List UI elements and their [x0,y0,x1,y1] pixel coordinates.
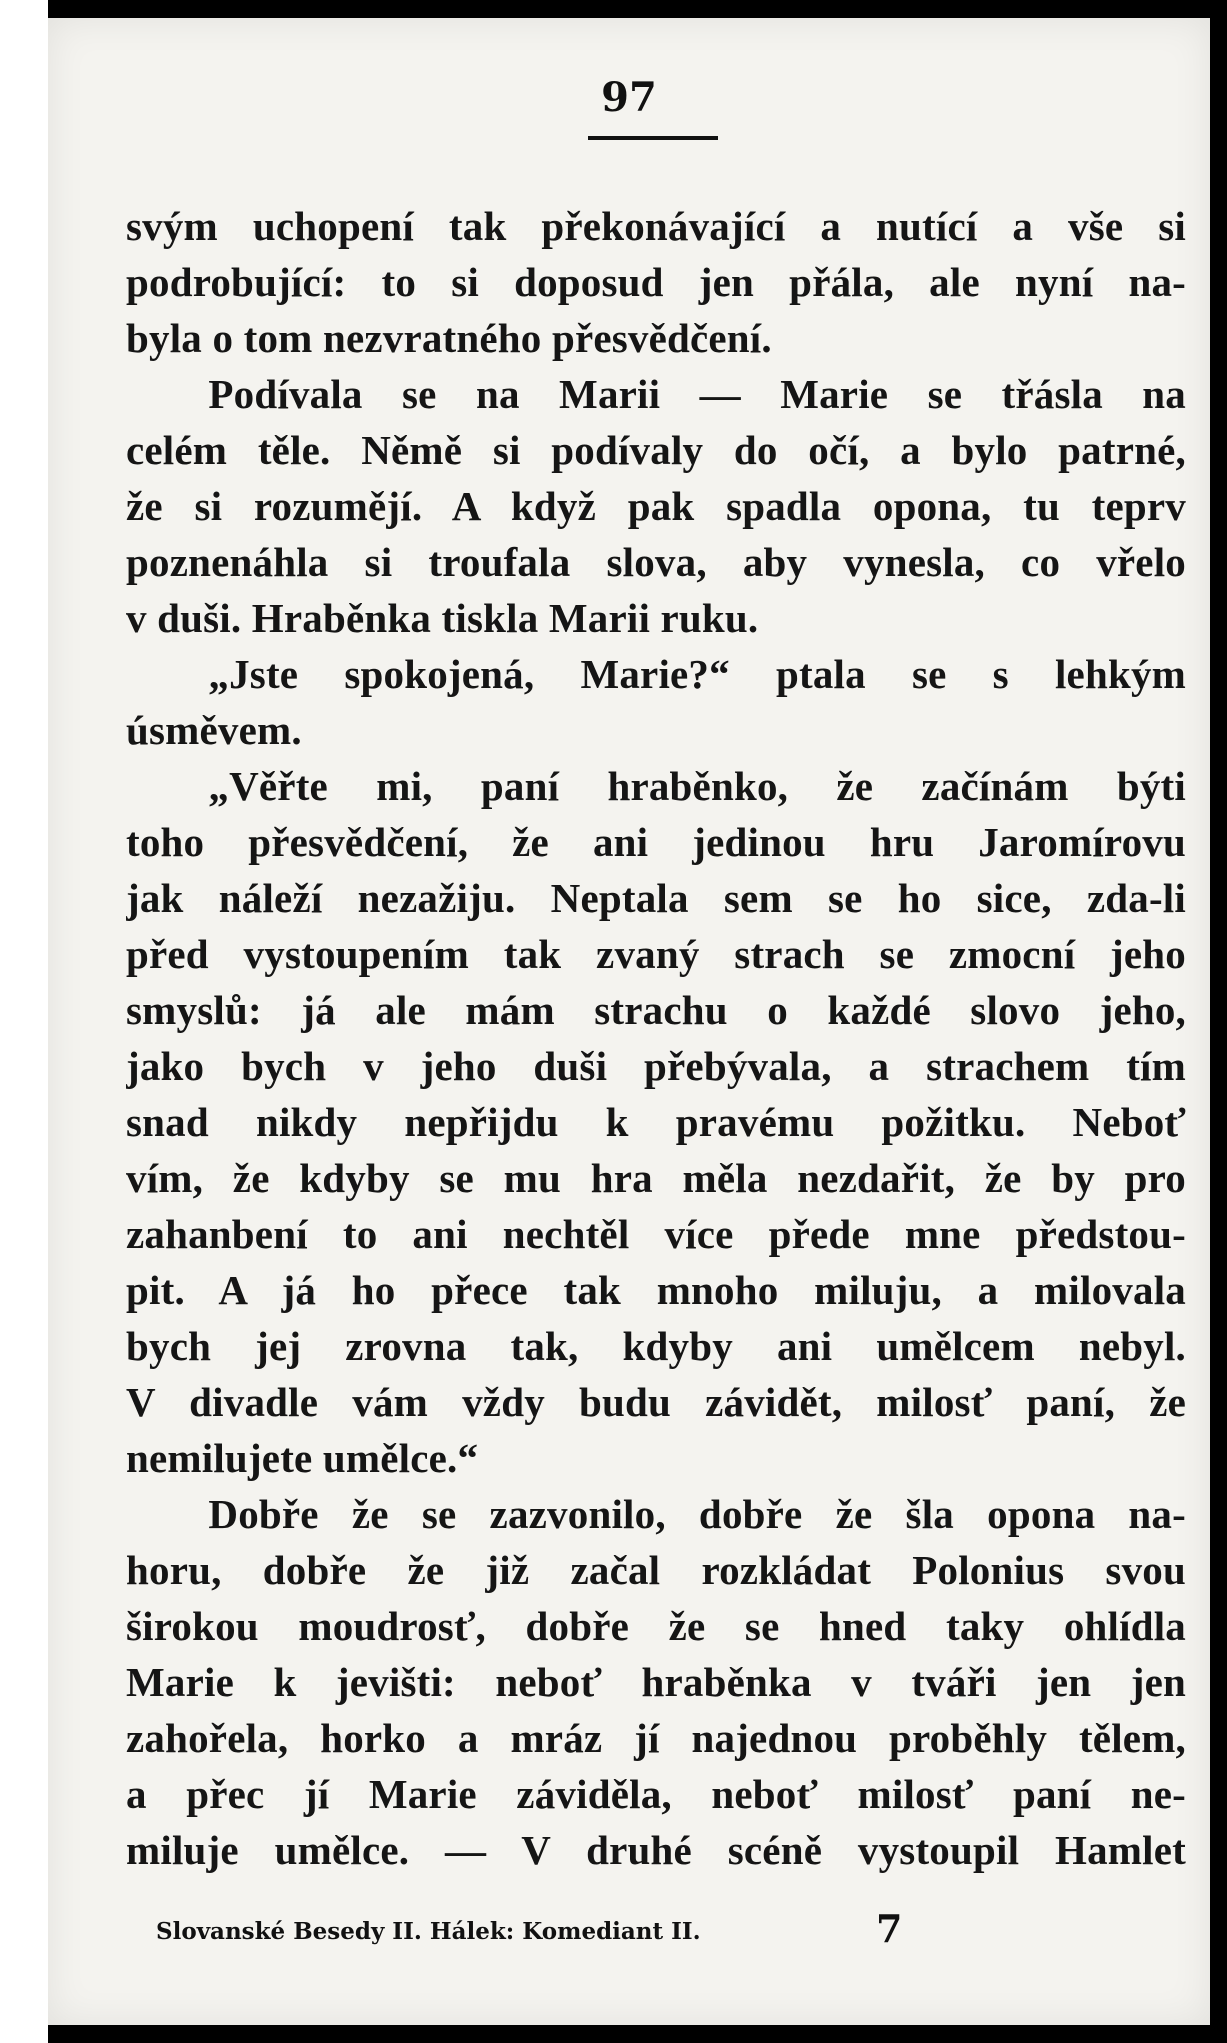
text-line: jako bych v jeho duši přebývala, a strachem tím [126,1043,1186,1089]
text-line: snad nikdy nepřijdu k pravému požitku. Neboť [126,1099,1186,1145]
signature-mark: 7 [876,1906,903,1951]
text-line: zahořela, horko a mráz jí najednou proběhly tělem, [126,1715,1186,1761]
text-line: před vystoupením tak zvaný strach se zmocní jeho [126,931,1186,977]
text-line: vím, že kdyby se mu hra měla nezdařit, že by pro [126,1155,1186,1201]
text-line: v duši. Hraběnka tiskla Marii ruku. [126,595,759,641]
text-line: zahanbení to ani nechtěl více přede mne předstou- [126,1211,1186,1257]
page-number-rule [588,136,718,140]
text-line: bych jej zrovna tak, kdyby ani umělcem nebyl. [126,1323,1186,1369]
text-line: horu, dobře že již začal rozkládat Polonius svou [126,1547,1186,1593]
text-line: svým uchopení tak překonávající a nutící a vše si [126,203,1186,249]
text-line: pit. A já ho přece tak mnoho miluju, a milovala [126,1267,1186,1313]
text-line: celém těle. Němě si podívaly do očí, a bylo patrné, [126,427,1186,473]
text-line: „Jste spokojená, Marie?“ ptala se s lehkým [126,651,1186,697]
text-line: V divadle vám vždy budu závidět, milosť paní, že [126,1379,1186,1425]
book-page [48,18,1210,2025]
text-line: byla o tom nezvratného přesvědčení. [126,315,772,361]
text-line: smyslů: já ale mám strachu o každé slovo jeho, [126,987,1186,1033]
scan-left-margin [0,0,48,2043]
text-line: že si rozumějí. A když pak spadla opona, tu teprv [126,483,1186,529]
text-line: toho přesvědčení, že ani jedinou hru Jaromírovu [126,819,1186,865]
text-line: a přec jí Marie záviděla, neboť milosť paní ne- [126,1771,1186,1817]
text-line: úsměvem. [126,707,302,753]
text-line: podrobující: to si doposud jen přála, ale nyní na- [126,259,1186,305]
text-line: Dobře že se zazvonilo, dobře že šla opona na- [126,1491,1186,1537]
text-line: „Věřte mi, paní hraběnko, že začínám býti [126,763,1186,809]
footer-imprint: Slovanské Besedy II. Hálek: Komediant II. [156,1918,701,1945]
text-line: Podívala se na Marii — Marie se třásla na [126,371,1186,417]
text-line: nemilujete umělce.“ [126,1435,479,1481]
page-number: 97 [601,74,657,121]
text-line: širokou moudrosť, dobře že se hned taky ohlídla [126,1603,1186,1649]
body-text [126,198,1186,1878]
text-line: miluje umělce. — V druhé scéně vystoupil Hamlet [126,1827,1186,1873]
text-line: poznenáhla si troufala slova, aby vynesla, co vřelo [126,539,1186,585]
text-line: jak náleží nezažiju. Neptala sem se ho sice, zda-li [126,875,1186,921]
text-line: Marie k jevišti: neboť hraběnka v tváři jen jen [126,1659,1186,1705]
